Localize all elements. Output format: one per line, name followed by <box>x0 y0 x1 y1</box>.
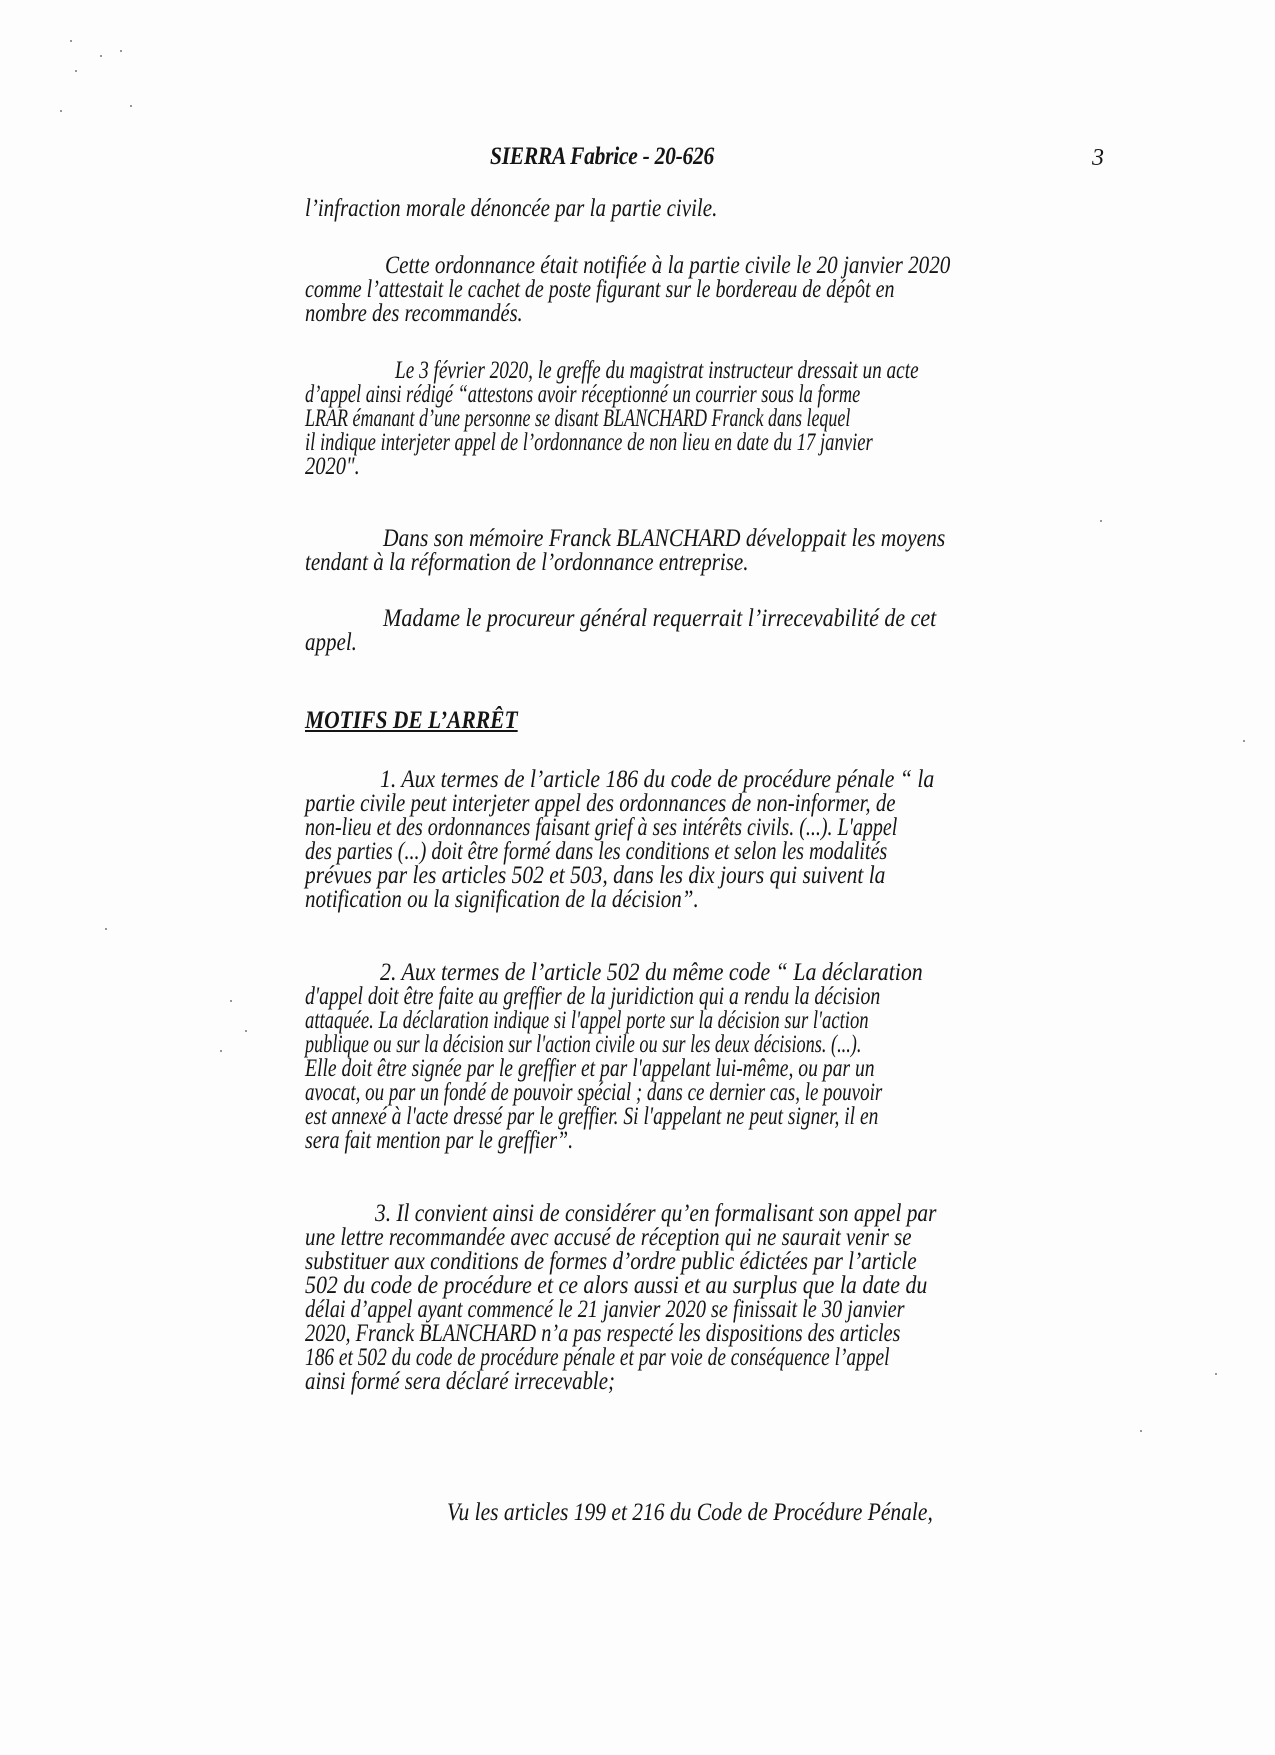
text-line: publique ou sur la décision sur l'action civile ou sur les deux décisions. (...). <box>305 1031 862 1058</box>
text-line: Cette ordonnance était notifiée à la partie civile le 20 janvier 2020 <box>385 252 951 279</box>
text-line: l’infraction morale dénoncée par la partie civile. <box>305 195 718 222</box>
text-line: 2. Aux termes de l’article 502 du même code “ La déclaration <box>380 959 923 986</box>
page-header-title: SIERRA Fabrice - 20-626 <box>490 143 715 170</box>
text-line: d'appel doit être faite au greffier de la juridiction qui a rendu la décision <box>305 983 881 1010</box>
text-line: 3. Il convient ainsi de considérer qu’en formalisant son appel par <box>375 1200 937 1227</box>
text-line: sera fait mention par le greffier”. <box>305 1127 574 1154</box>
text-line: 2020, Franck BLANCHARD n’a pas respecté les dispositions des articles <box>305 1320 901 1347</box>
text-line: ainsi formé sera déclaré irrecevable; <box>305 1368 615 1395</box>
section-heading: MOTIFS DE L’ARRÊT <box>305 707 518 734</box>
text-line: Dans son mémoire Franck BLANCHARD développait les moyens <box>383 525 946 552</box>
text-line: 186 et 502 du code de procédure pénale et par voie de conséquence l’appel <box>305 1344 890 1371</box>
text-line: notification ou la signification de la décision”. <box>305 886 699 913</box>
text-line: il indique interjeter appel de l’ordonnance de non lieu en date du 17 janvier <box>305 429 873 456</box>
text-line: prévues par les articles 502 et 503, dans les dix jours qui suivent la <box>305 862 886 889</box>
text-line: des parties (...) doit être formé dans les conditions et selon les modalités <box>305 838 888 865</box>
text-line: Madame le procureur général requerrait l’irrecevabilité de cet <box>383 605 937 632</box>
text-line: non-lieu et des ordonnances faisant grief à ses intérêts civils. (...). L'appel <box>305 814 898 841</box>
text-line: attaquée. La déclaration indique si l'appel porte sur la décision sur l'action <box>305 1007 869 1034</box>
text-line: est annexé à l'acte dressé par le greffier. Si l'appelant ne peut signer, il en <box>305 1103 879 1130</box>
text-line: substituer aux conditions de formes d’ordre public édictées par l’article <box>305 1248 917 1275</box>
text-line: délai d’appel ayant commencé le 21 janvier 2020 se finissait le 30 janvier <box>305 1296 905 1323</box>
text-line: appel. <box>305 629 357 656</box>
text-line: 1. Aux termes de l’article 186 du code de procédure pénale “ la <box>380 766 935 793</box>
closing-line: Vu les articles 199 et 216 du Code de Procédure Pénale, <box>447 1499 933 1526</box>
text-line: tendant à la réformation de l’ordonnance entreprise. <box>305 549 749 576</box>
page-number: 3 <box>1092 145 1104 171</box>
text-line: comme l’attestait le cachet de poste figurant sur le bordereau de dépôt en <box>305 276 895 303</box>
text-line: avocat, ou par un fondé de pouvoir spécial ; dans ce dernier cas, le pouvoir <box>305 1079 883 1106</box>
text-line: nombre des recommandés. <box>305 300 523 327</box>
text-line: Le 3 février 2020, le greffe du magistrat instructeur dressait un acte <box>395 357 919 384</box>
text-line: d’appel ainsi rédigé “attestons avoir réceptionné un courrier sous la forme <box>305 381 861 408</box>
text-line: 2020". <box>305 453 360 480</box>
text-line: 502 du code de procédure et ce alors aussi et au surplus que la date du <box>305 1272 928 1299</box>
text-line: une lettre recommandée avec accusé de réception qui ne saurait venir se <box>305 1224 912 1251</box>
text-line: partie civile peut interjeter appel des ordonnances de non-informer, de <box>305 790 896 817</box>
text-line: LRAR émanant d’une personne se disant BLANCHARD Franck dans lequel <box>305 405 851 432</box>
text-line: Elle doit être signée par le greffier et par l'appelant lui-même, ou par un <box>305 1055 875 1082</box>
